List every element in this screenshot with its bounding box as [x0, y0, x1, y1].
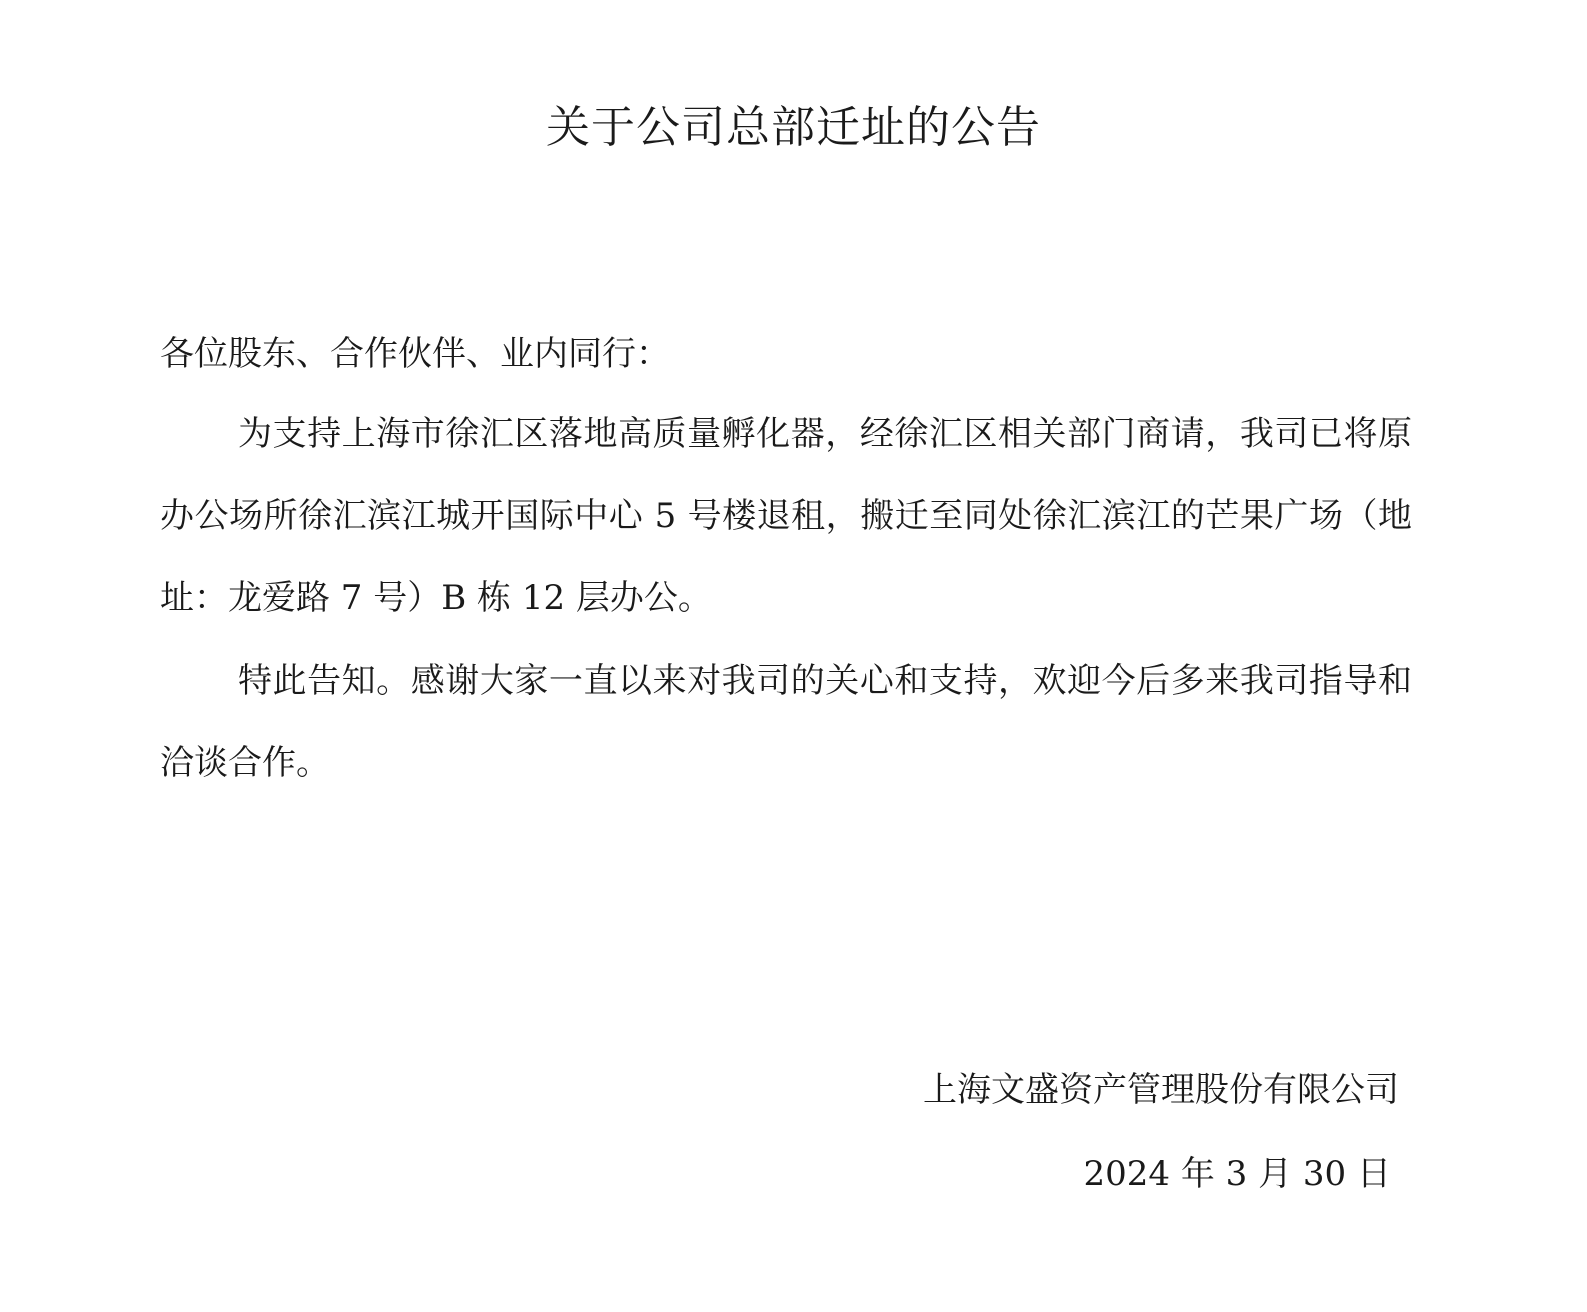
body-paragraph-relocation: 为支持上海市徐汇区落地高质量孵化器，经徐汇区相关部门商请，我司已将原办公场所徐汇滨江城开国际中心 5 号楼退租，搬迁至同处徐汇滨江的芒果广场（地址：龙爱路 7 号）B 栋 12 层办公。 [160, 414, 1412, 618]
salutation: 各位股东、合作伙伴、业内同行： [160, 334, 670, 374]
company-signature: 上海文盛资产管理股份有限公司 [923, 1070, 1399, 1110]
document-date: 2024 年 3 月 30 日 [1083, 1154, 1391, 1194]
body-paragraph-closing: 特此告知。感谢大家一直以来对我司的关心和支持，欢迎今后多来我司指导和洽谈合作。 [160, 661, 1412, 783]
document-title: 关于公司总部迁址的公告 [546, 102, 1041, 153]
